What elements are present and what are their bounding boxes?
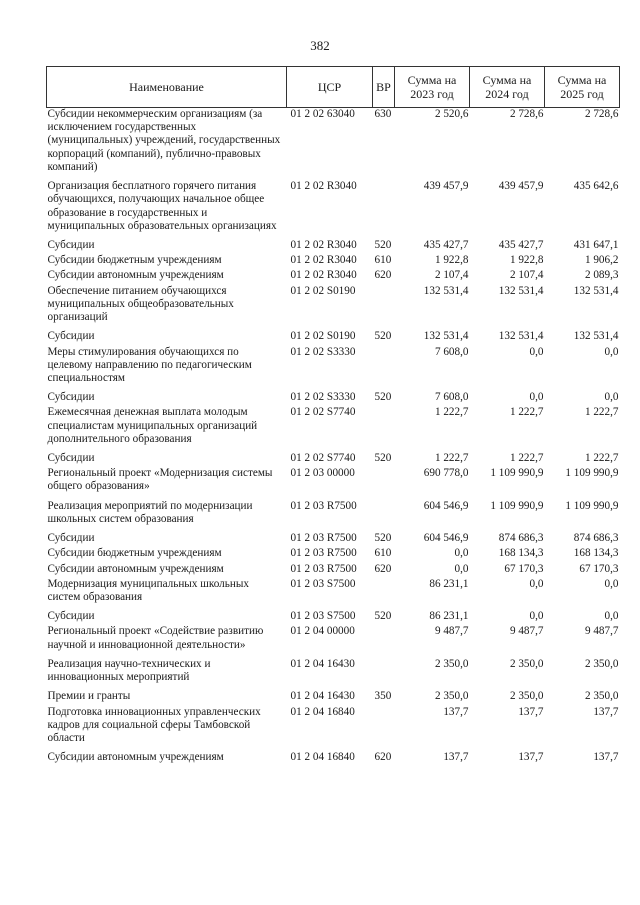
- row-sum-2023: 1 222,7: [434, 452, 469, 465]
- row-sum-2023: 435 427,7: [423, 238, 469, 251]
- row-sum-2024: 2 350,0: [509, 657, 544, 670]
- row-sum-2023: 2 520,6: [434, 108, 469, 120]
- row-sum-2024: 1 109 990,9: [490, 499, 544, 512]
- row-vr: [373, 180, 395, 233]
- row-sum-2023: 604 546,9: [423, 532, 469, 545]
- row-vr: [373, 285, 395, 325]
- table-row: [47, 452, 620, 465]
- table-body: [47, 108, 620, 765]
- row-sum-2025: 435 642,6: [573, 180, 619, 193]
- row-sum-2024: 1 222,7: [509, 406, 544, 419]
- row-csr: 01 2 03 00000: [290, 467, 355, 480]
- table-row: [47, 690, 620, 703]
- row-sum-2024: 137,7: [518, 751, 544, 764]
- row-sum-2023: 604 546,9: [423, 499, 469, 512]
- row-sum-2023: 0,0: [454, 547, 469, 560]
- row-sum-2025: 132 531,4: [573, 284, 619, 297]
- row-vr: 520: [374, 610, 392, 623]
- table-row: [47, 180, 620, 233]
- table-header-row: [47, 67, 620, 108]
- row-name: Субсидии: [47, 330, 95, 343]
- row-name: Реализация мероприятий по модернизации школьных систем образования: [47, 499, 253, 525]
- row-sum-2025: 9 487,7: [584, 625, 619, 638]
- row-vr: [373, 467, 395, 493]
- row-sum-2023: 7 608,0: [434, 345, 469, 358]
- row-vr: 620: [374, 751, 392, 764]
- row-sum-2024: 439 457,9: [498, 180, 544, 193]
- row-csr: 01 2 02 R3040: [290, 254, 357, 267]
- row-sum-2025: 2 350,0: [584, 690, 619, 703]
- row-name: Ежемесячная денежная выплата молодым специалистам муниципальных организаций дополнительного образования: [47, 406, 258, 445]
- row-name: Организация бесплатного горячего питания обучающихся, получающих начальное общее образование в государственных и муниципальных образовательных организациях: [47, 180, 277, 232]
- table-row: [47, 500, 620, 526]
- row-csr: 01 2 02 S0190: [290, 284, 356, 297]
- table-row: [47, 239, 620, 252]
- table-row: [47, 751, 620, 764]
- row-name: Субсидии бюджетным учреждениям: [47, 254, 222, 267]
- table-row: [47, 563, 620, 576]
- row-name: Реализация научно-технических и инновационных мероприятий: [47, 657, 211, 684]
- row-csr: 01 2 02 S7740: [290, 452, 356, 465]
- row-sum-2024: 2 728,6: [509, 108, 544, 120]
- row-sum-2023: 1 922,8: [434, 254, 469, 267]
- row-sum-2023: 2 350,0: [434, 657, 469, 670]
- table-row: [47, 285, 620, 325]
- row-name: Меры стимулирования обучающихся по целевому направлению по педагогическим специальностям: [47, 345, 252, 384]
- row-name: Премии и гранты: [47, 690, 131, 703]
- row-sum-2024: 0,0: [529, 391, 544, 404]
- table-row: [47, 108, 620, 175]
- row-csr: 01 2 03 S7500: [290, 610, 356, 623]
- row-csr: 01 2 04 16430: [290, 657, 355, 670]
- row-vr: [373, 658, 395, 684]
- row-sum-2023: 137,7: [443, 705, 469, 718]
- row-sum-2023: 7 608,0: [434, 391, 469, 404]
- row-vr: 610: [374, 254, 392, 267]
- row-sum-2023: 9 487,7: [434, 625, 469, 638]
- row-csr: 01 2 04 00000: [290, 625, 355, 638]
- row-vr: 610: [374, 547, 392, 560]
- table-row: [47, 346, 620, 386]
- row-sum-2025: 431 647,1: [573, 238, 619, 251]
- row-vr: 520: [374, 238, 392, 251]
- row-sum-2024: 67 170,3: [504, 562, 544, 575]
- table-row: [47, 658, 620, 684]
- row-name: Субсидии: [47, 391, 95, 404]
- row-sum-2025: 1 222,7: [584, 406, 619, 419]
- row-sum-2024: 137,7: [518, 705, 544, 718]
- row-csr: 01 2 04 16430: [290, 690, 355, 703]
- row-vr: 620: [374, 562, 392, 575]
- row-name: Субсидии автономным учреждениям: [47, 562, 224, 575]
- row-vr: 520: [374, 330, 392, 343]
- row-name: Региональный проект «Модернизация системы общего образования»: [47, 467, 273, 493]
- row-name: Субсидии: [47, 452, 95, 465]
- row-sum-2024: 2 107,4: [509, 269, 544, 282]
- row-vr: 520: [374, 452, 392, 465]
- table-row: [47, 391, 620, 404]
- row-sum-2025: 137,7: [593, 751, 619, 764]
- table-row: [47, 625, 620, 651]
- row-name: Субсидии автономным учреждениям: [47, 751, 224, 764]
- row-vr: 620: [374, 269, 392, 282]
- row-name: Обеспечение питанием обучающихся муниципальных общеобразовательных организаций: [47, 284, 234, 324]
- row-name: Субсидии бюджетным учреждениям: [47, 547, 222, 560]
- header-sum-2025: Сумма на 2025 год: [545, 67, 620, 108]
- row-sum-2025: 137,7: [593, 705, 619, 718]
- row-sum-2023: 0,0: [454, 562, 469, 575]
- row-sum-2023: 137,7: [443, 751, 469, 764]
- table-row: [47, 610, 620, 623]
- row-sum-2024: 0,0: [529, 610, 544, 623]
- budget-table: [46, 66, 620, 764]
- row-sum-2024: 874 686,3: [498, 532, 544, 545]
- row-name: Субсидии: [47, 238, 95, 251]
- row-sum-2025: 0,0: [604, 610, 619, 623]
- row-csr: 01 2 02 S7740: [290, 406, 356, 419]
- row-vr: 630: [374, 108, 392, 120]
- header-sum-2024: Сумма на 2024 год: [470, 67, 545, 108]
- table-row: [47, 578, 620, 604]
- table-row: [47, 706, 620, 746]
- table-row: [47, 269, 620, 282]
- row-sum-2023: 86 231,1: [429, 610, 469, 623]
- table-row: [47, 532, 620, 545]
- row-vr: [373, 406, 395, 446]
- row-name: Модернизация муниципальных школьных систем образования: [47, 577, 249, 603]
- row-csr: 01 2 02 S3330: [290, 391, 356, 404]
- row-name: Региональный проект «Содействие развитию научной и инновационной деятельности»: [47, 625, 264, 651]
- table-row: [47, 330, 620, 343]
- row-sum-2025: 0,0: [604, 577, 619, 590]
- row-sum-2025: 132 531,4: [573, 330, 619, 343]
- row-sum-2023: 132 531,4: [423, 284, 469, 297]
- header-csr: ЦСР: [287, 67, 373, 108]
- row-csr: 01 2 02 R3040: [290, 238, 357, 251]
- row-sum-2025: 1 906,2: [584, 254, 619, 267]
- row-sum-2024: 132 531,4: [498, 284, 544, 297]
- row-csr: 01 2 04 16840: [290, 705, 355, 718]
- row-sum-2024: 1 109 990,9: [490, 467, 544, 480]
- row-sum-2023: 86 231,1: [429, 577, 469, 590]
- row-csr: 01 2 02 63040: [290, 108, 355, 120]
- row-sum-2025: 2 350,0: [584, 657, 619, 670]
- row-vr: [373, 500, 395, 526]
- row-sum-2025: 0,0: [604, 391, 619, 404]
- row-vr: 520: [374, 532, 392, 545]
- row-vr: [373, 706, 395, 746]
- row-csr: 01 2 02 S0190: [290, 330, 356, 343]
- row-sum-2025: 0,0: [604, 345, 619, 358]
- row-vr: [373, 578, 395, 604]
- page-number: 382: [310, 38, 330, 53]
- row-sum-2023: 132 531,4: [423, 330, 469, 343]
- row-sum-2025: 874 686,3: [573, 532, 619, 545]
- row-sum-2024: 9 487,7: [509, 625, 544, 638]
- row-vr: [373, 346, 395, 386]
- row-sum-2025: 168 134,3: [573, 547, 619, 560]
- row-name: Субсидии автономным учреждениям: [47, 269, 224, 282]
- row-csr: 01 2 03 R7500: [290, 547, 357, 560]
- row-sum-2023: 439 457,9: [423, 180, 469, 193]
- row-csr: 01 2 04 16840: [290, 751, 355, 764]
- row-sum-2025: 2 728,6: [584, 108, 619, 120]
- row-csr: 01 2 02 R3040: [290, 269, 357, 282]
- row-sum-2025: 1 109 990,9: [565, 499, 619, 512]
- row-vr: 520: [374, 391, 392, 404]
- row-vr: 350: [374, 690, 392, 703]
- row-sum-2025: 2 089,3: [584, 269, 619, 282]
- row-sum-2023: 2 107,4: [434, 269, 469, 282]
- row-sum-2023: 1 222,7: [434, 406, 469, 419]
- row-name: Субсидии некоммерческим организациям (за исключением государственных (муниципальных) учреждений, государственных корпораций (компаний), публично-правовых компаний): [47, 108, 281, 173]
- table-row: [47, 406, 620, 446]
- row-vr: [373, 625, 395, 651]
- header-sum-2023: Сумма на 2023 год: [395, 67, 470, 108]
- row-sum-2024: 435 427,7: [498, 238, 544, 251]
- header-name: Наименование: [47, 67, 287, 108]
- row-csr: 01 2 03 R7500: [290, 499, 357, 512]
- row-sum-2024: 2 350,0: [509, 690, 544, 703]
- row-csr: 01 2 02 R3040: [290, 180, 357, 193]
- table-row: [47, 547, 620, 560]
- row-sum-2025: 67 170,3: [579, 562, 619, 575]
- row-name: Субсидии: [47, 532, 95, 545]
- row-name: Подготовка инновационных управленческих кадров для социальной сферы Тамбовской области: [47, 705, 261, 744]
- header-vr: ВР: [373, 67, 395, 108]
- row-sum-2024: 132 531,4: [498, 330, 544, 343]
- row-csr: 01 2 03 R7500: [290, 562, 357, 575]
- row-name: Субсидии: [47, 610, 95, 623]
- row-sum-2025: 1 222,7: [584, 452, 619, 465]
- row-sum-2024: 1 922,8: [509, 254, 544, 267]
- table-row: [47, 467, 620, 493]
- row-csr: 01 2 03 R7500: [290, 532, 357, 545]
- table-row: [47, 254, 620, 267]
- row-csr: 01 2 03 S7500: [290, 577, 356, 590]
- row-csr: 01 2 02 S3330: [290, 345, 356, 358]
- row-sum-2024: 0,0: [529, 345, 544, 358]
- row-sum-2023: 690 778,0: [423, 467, 469, 480]
- row-sum-2023: 2 350,0: [434, 690, 469, 703]
- row-sum-2024: 168 134,3: [498, 547, 544, 560]
- row-sum-2024: 1 222,7: [509, 452, 544, 465]
- row-sum-2025: 1 109 990,9: [565, 467, 619, 480]
- row-sum-2024: 0,0: [529, 577, 544, 590]
